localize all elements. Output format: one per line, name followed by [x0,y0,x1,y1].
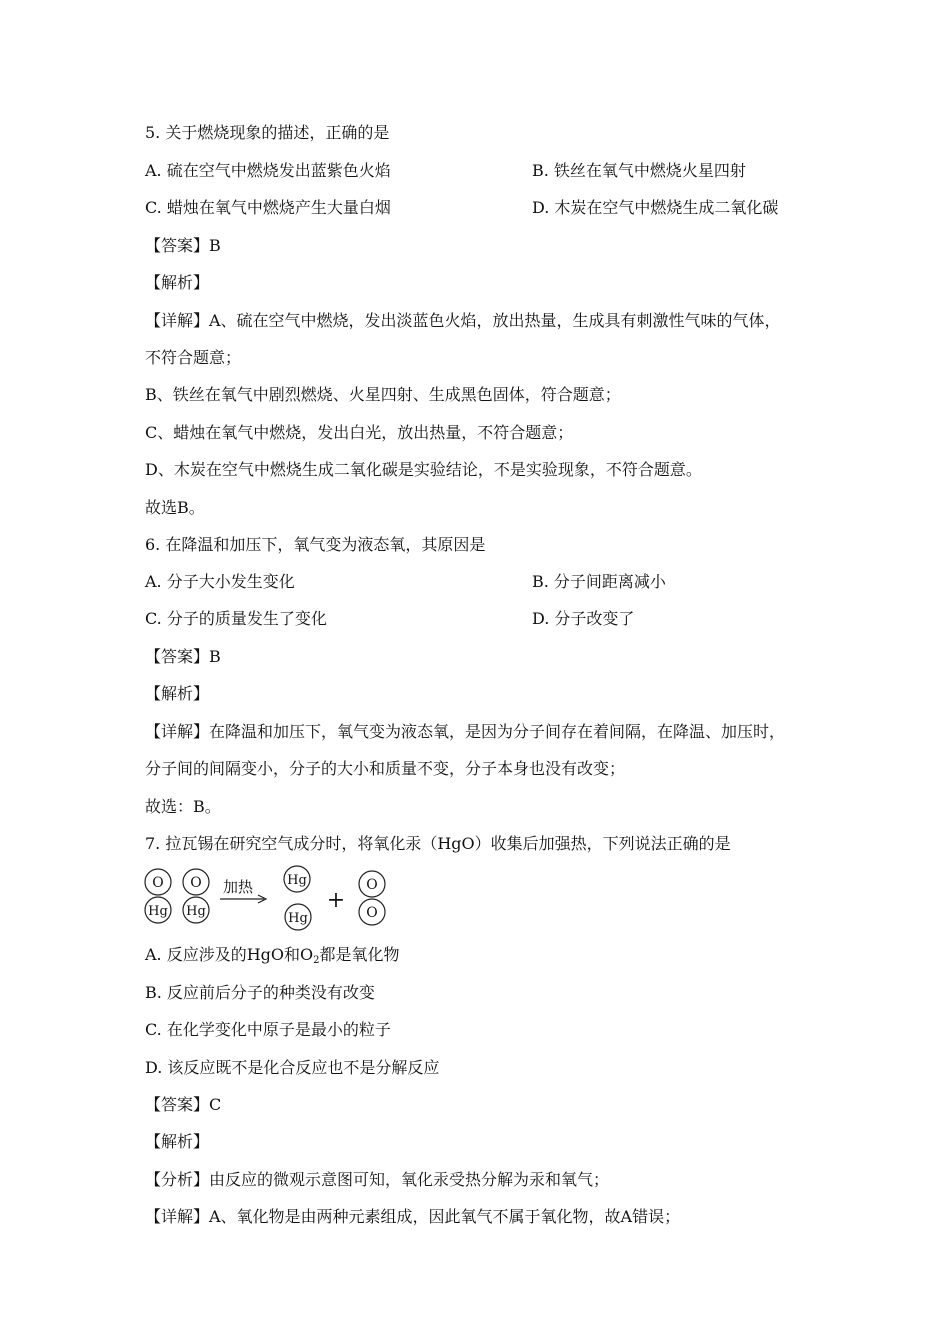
plus-sign: + [326,888,346,913]
q6-analysis-heading: 【解析】 [145,684,210,703]
reaction-condition: 加热 [222,878,254,896]
q5-option-a: A. 硫在空气中燃烧发出蓝紫色火焰 [145,161,391,180]
q7-option-c: C. 在化学变化中原子是最小的粒子 [145,1020,391,1039]
mercury-atom-label: Hg [186,904,206,919]
q5-option-d: D. 木炭在空气中燃烧生成二氧化碳 [532,198,779,217]
q6-option-b: B. 分子间距离减小 [532,572,666,591]
q5-analysis-heading: 【解析】 [145,273,210,292]
q7-option-a: A. 反应涉及的HgO和$O_2$都是氧化物 [145,945,400,966]
mercury-atom-label: Hg [287,873,307,888]
q5-conclusion: 故选B。 [145,498,205,517]
q5-answer: 【答案】B [145,236,221,255]
q6-option-a: A. 分子大小发生变化 [145,572,295,591]
q7-option-d: D. 该反应既不是化合反应也不是分解反应 [145,1058,440,1077]
oxygen-atom-label: O [152,875,164,891]
q6-detail-line: 【详解】在降温和加压下，氧气变为液态氧，是因为分子间存在着间隔，在降温、加压时， [145,722,786,741]
hgo-molecule [145,869,171,923]
mercury-atoms [284,866,311,930]
mercury-atom-label: Hg [148,904,168,919]
q6-conclusion: 故选：B。 [145,797,221,816]
oxygen-atom-label: O [366,905,378,921]
q6-option-d: D. 分子改变了 [532,609,635,628]
q5-detail-line: D、木炭在空气中燃烧生成二氧化碳是实验结论，不是实验现象，不符合题意。 [145,460,702,479]
reaction-diagram [140,862,400,932]
q7-detail-line: 【详解】A、氧化物是由两种元素组成，因此氧气不属于氧化物，故A错误； [145,1207,681,1226]
q5-detail-line: C、蜡烛在氧气中燃烧，发出白光，放出热量，不符合题意； [145,423,574,442]
q7-option-b: B. 反应前后分子的种类没有改变 [145,983,375,1002]
mercury-atom-label: Hg [288,911,308,926]
q7-stem: 7. 拉瓦锡在研究空气成分时，将氧化汞（HgO）收集后加强热，下列说法正确的是 [145,834,731,853]
oxygen-atom-label: O [190,875,202,891]
q6-option-c: C. 分子的质量发生了变化 [145,609,327,628]
q5-detail-line: 【详解】A、硫在空气中燃烧，发出淡蓝色火焰，放出热量，生成具有刺激性气味的气体， [145,311,781,330]
oxygen-atom-label: O [366,877,378,893]
q5-option-b: B. 铁丝在氧气中燃烧火星四射 [532,161,746,180]
q6-answer: 【答案】B [145,647,221,666]
q5-detail-line: 不符合题意； [145,348,242,367]
q7-analysis-heading: 【解析】 [145,1132,210,1151]
q5-option-c: C. 蜡烛在氧气中燃烧产生大量白烟 [145,198,391,217]
q6-stem: 6. 在降温和加压下，氧气变为液态氧，其原因是 [145,535,486,554]
q6-detail-line: 分子间的间隔变小，分子的大小和质量不变，分子本身也没有改变； [145,759,626,778]
hgo-molecule [183,869,209,923]
q7-answer: 【答案】C [145,1095,222,1114]
q5-detail-line: B、铁丝在氧气中剧烈燃烧、火星四射、生成黑色固体，符合题意； [145,385,621,404]
oxygen-molecule [359,871,385,925]
q7-fenxi: 【分析】由反应的微观示意图可知，氧化汞受热分解为汞和氧气； [145,1170,610,1189]
q5-stem: 5. 关于燃烧现象的描述，正确的是 [145,123,390,142]
